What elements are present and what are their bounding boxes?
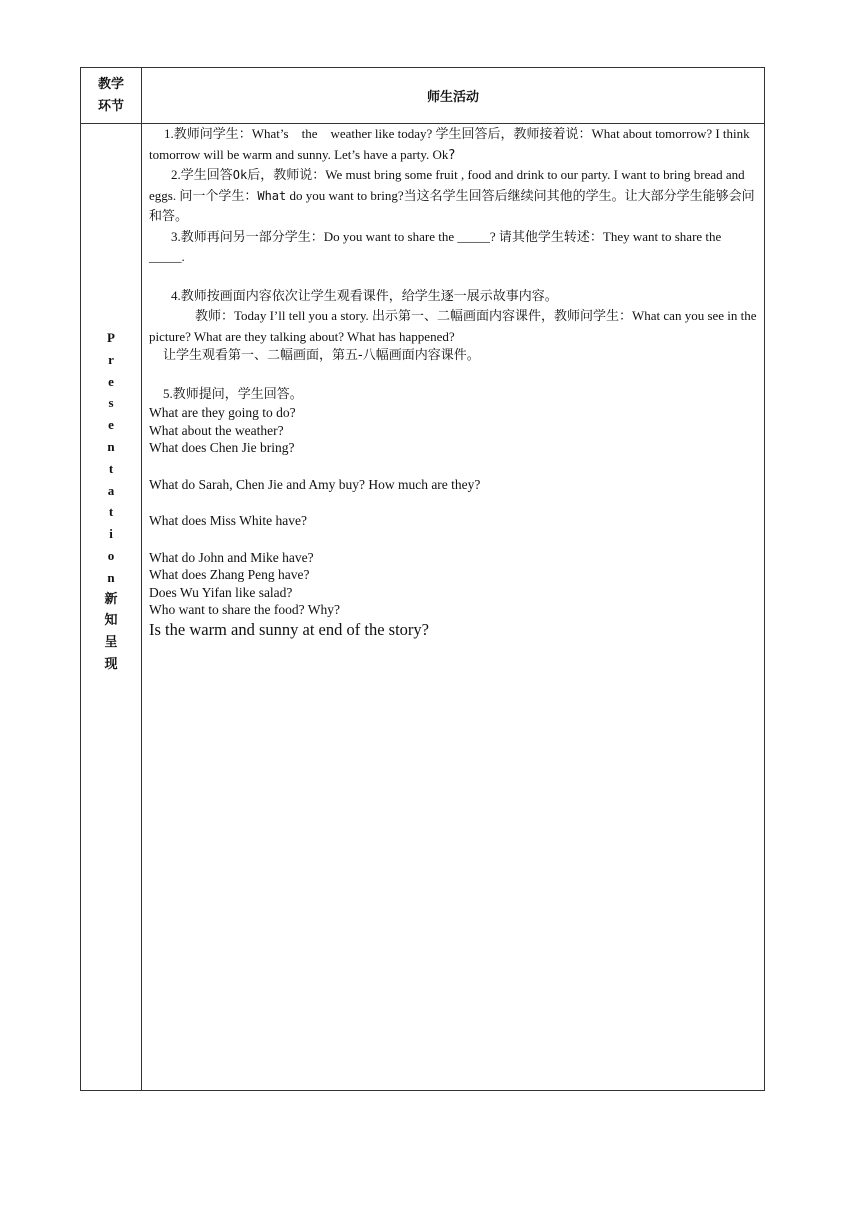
stage-char: r (108, 351, 114, 367)
column-divider (141, 68, 142, 1090)
question: What do Sarah, Chen Jie and Amy buy? How much are they? (149, 476, 481, 492)
question: What do John and Mike have? (149, 549, 314, 565)
stage-char: t (108, 504, 114, 520)
spacer (149, 457, 759, 476)
stage-char: o (107, 547, 115, 563)
header-stage-cell (81, 68, 141, 123)
step-4: 4.教师按画面内容依次让学生观看课件，给学生逐一展示故事内容。 (171, 287, 558, 304)
stage-char: 新 (104, 591, 118, 607)
spacer (149, 493, 759, 512)
stage-char: 现 (104, 656, 118, 672)
stage-char: s (108, 395, 114, 411)
step-4-note: 让学生观看第一、二幅画面，第五-八幅画面内容课件。 (163, 348, 480, 363)
stage-char: 呈 (104, 635, 118, 651)
final-question: Is the warm and sunny at end of the story? (149, 619, 429, 639)
question: Does Wu Yifan like salad? (149, 584, 293, 600)
stage-char: P (107, 330, 115, 345)
header-activity-label: 师生活动 (426, 90, 479, 105)
stage-char: n (107, 569, 115, 585)
header-activity-cell (142, 68, 764, 123)
question: What does Chen Jie bring? (149, 440, 295, 455)
question: What does Miss White have? (149, 513, 307, 528)
step-1: 1.教师问学生：What’s the weather like today? 学生回答后，教师接着说：What about tomorrow? I think tomorrow will be warm and sunny. Let’s have a party. Ok? (149, 126, 750, 163)
stage-char: e (108, 417, 114, 433)
step-3: 3.教师再问另一部分学生：Do you want to share the _____? 请其他学生转述：They want to share the _____. (149, 228, 722, 264)
spacer (149, 530, 759, 549)
question: What about the weather? (149, 422, 284, 438)
stage-char: e (108, 373, 114, 389)
spacer (149, 366, 759, 384)
step-4-detail: 教师：Today I’ll tell you a story. 出示第一、二幅画面内容课件，教师问学生：What can you see in the picture? What are they talking about? What has happened? (149, 308, 757, 344)
stage-label (81, 327, 141, 676)
question: What does Zhang Peng have? (149, 567, 310, 582)
spacer (149, 267, 759, 286)
stage-char: 知 (104, 613, 118, 629)
question: Who want to share the food? Why? (149, 602, 340, 617)
question: What are they going to do? (149, 405, 296, 420)
header-stage-line2: 环节 (97, 98, 124, 114)
activity-content (149, 124, 759, 641)
stage-char: i (109, 526, 113, 542)
header-stage-line1: 教学 (97, 76, 124, 92)
step-2: 2.学生回答Ok后，教师说：We must bring some fruit , food and drink to our party. I want to bring bread and eggs. 问一个学生：What do you want to bring?当这名学生回答后继续问其他的学生。让大部分学生能够会问和答。 (149, 167, 755, 224)
step-5: 5.教师提问，学生回答。 (163, 385, 303, 402)
stage-char: a (107, 482, 115, 498)
stage-char: n (107, 438, 115, 454)
lesson-table (80, 67, 765, 1091)
stage-char: t (108, 460, 114, 476)
